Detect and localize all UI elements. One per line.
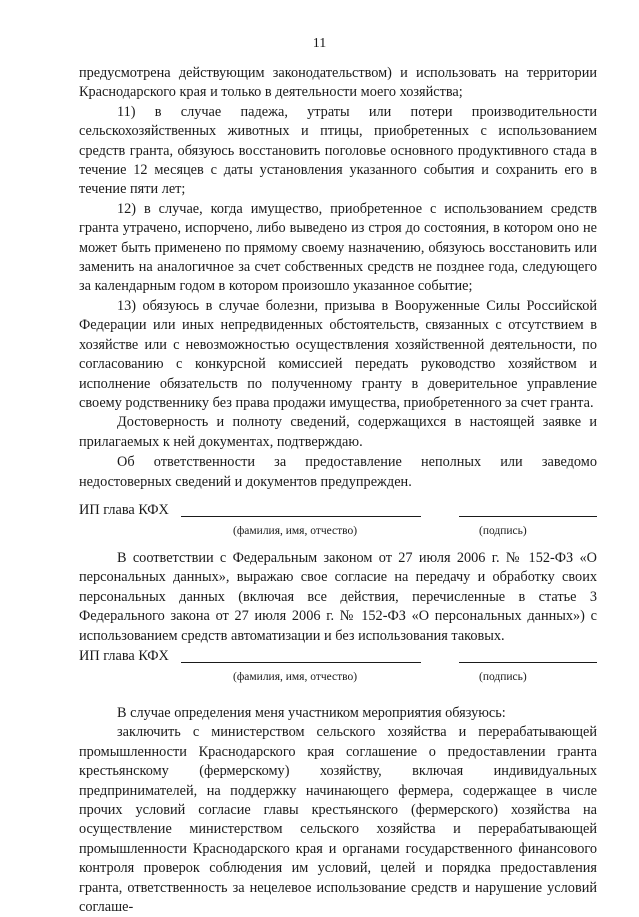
signature-caption: (подпись) (479, 524, 527, 537)
paragraph-item-11: 11) в случае падежа, утраты или потери производительности сельскохозяйственных животных и птицы, приобретенных с использованием средств гранта, обязуюсь восстановить поголовье основного продуктивного стада в течение 12 месяцев с даты установления указанного события и сохранить его в течение пяти лет; (79, 103, 597, 198)
signature-captions-2 (79, 668, 597, 686)
name-caption: (фамилия, имя, отчество) (233, 524, 358, 537)
signature-field-line[interactable] (459, 662, 597, 663)
name-field-line[interactable] (181, 516, 421, 517)
name-field-line[interactable] (181, 662, 421, 663)
signature-label: ИП глава КФХ (79, 501, 169, 518)
signature-row-1 (79, 501, 597, 522)
paragraph-continuation: предусмотрена действующим законодательством) и использовать на территории Краснодарского края и только в деятельности моего хозяйства; (79, 65, 597, 101)
paragraph-item-13: 13) обязуюсь в случае болезни, призыва в Вооруженные Силы Российской Федерации или иных непредвиденных обстоятельств, связанных с отсутствием в хозяйстве или с невозможностью осуществления хозяйственной деятельности, по согласованию с конкурсной комиссией передать руководство хозяйством и исполнение обязательств по полученному гранту в доверительное управление своему родственнику без права продажи имущества, приобретенного за счет гранта. (79, 297, 597, 411)
signature-field-line[interactable] (459, 516, 597, 517)
signature-caption: (подпись) (479, 670, 527, 683)
document-body (79, 64, 597, 917)
signature-label: ИП глава КФХ (79, 647, 169, 664)
paragraph-responsibility: Об ответственности за предоставление неполных или заведомо недостоверных сведений и документов предупрежден. (79, 454, 597, 490)
paragraph-obligation-text: заключить с министерством сельского хозяйства и перерабатывающей промышленности Краснодарского края соглашение о предоставлении гранта крестьянскому (фермерскому) хозяйству, включая индивидуальных предпринимателей, на поддержку начинающего фермера, содержащее в числе прочих условий согласие главы крестьянского (фермерского) хозяйства на осуществление министерством сельского хозяйства и перерабатывающей промышленности Краснодарского края и органами государственного финансового контроля проверок соблюдения им условий, целей и порядка предоставления гранта, ответственность за нецелевое использование средств и нарушение условий соглаше- (79, 724, 597, 916)
paragraph-personal-data-consent: В соответствии с Федеральным законом от 27 июля 2006 г. № 152-ФЗ «О персональных данных», выражаю свое согласие на передачу и обработку своих персональных данных (включая все действия, перечисленные в статье 3 Федерального закона от 27 июля 2006 г. № 152-ФЗ «О персональных данных») с использованием средств автоматизации и без использования таковых. (79, 549, 597, 644)
paragraph-reliability: Достоверность и полноту сведений, содержащихся в настоящей заявке и прилагаемых к ней документах, подтверждаю. (79, 414, 597, 450)
signature-captions-1 (79, 522, 597, 540)
signature-row-2 (79, 647, 597, 668)
page-number: 11 (312, 36, 327, 51)
paragraph-obligation-intro: В случае определения меня участником мероприятия обязуюсь: (117, 704, 506, 721)
name-caption: (фамилия, имя, отчество) (233, 670, 358, 683)
paragraph-item-12: 12) в случае, когда имущество, приобретенное с использованием средств гранта утрачено, испорчено, либо выведено из строя до состояния, в котором оно не может быть применено по прямому своему назначению, обязуюсь восстановить или заменить на аналогичное за счет собственных средств не позднее года, следующего за календарным годом в котором произошло указанное событие; (79, 200, 597, 295)
